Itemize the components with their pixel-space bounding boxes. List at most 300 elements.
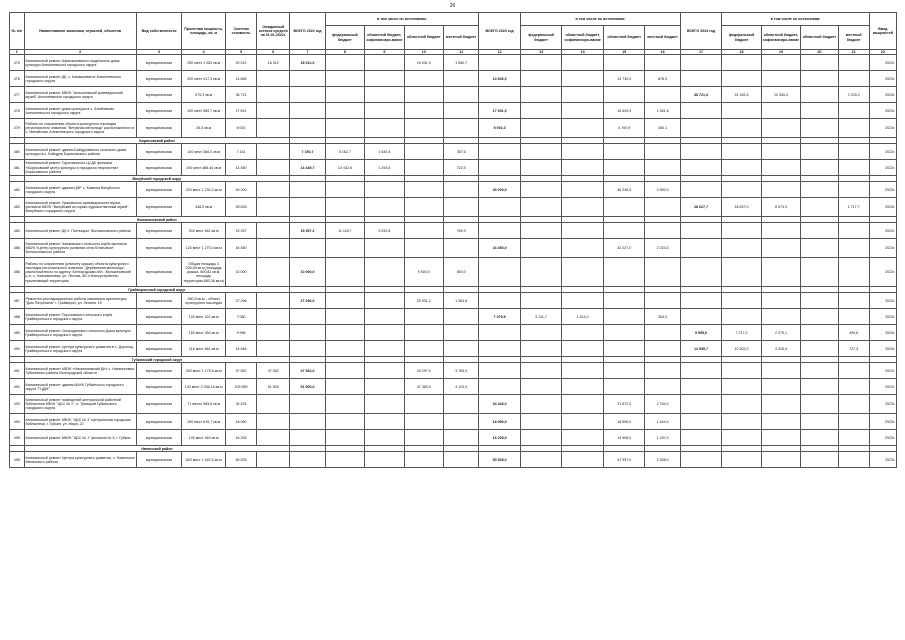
table-cell: муниципальная [136, 395, 182, 414]
column-header: Ожидаемый остаток средств на 01.01.2022г. [257, 13, 290, 50]
table-cell: муниципальная [136, 71, 182, 87]
table-cell: 482 [10, 182, 25, 198]
table-cell [404, 239, 443, 258]
column-number: 14 [562, 50, 604, 55]
table-cell [290, 119, 325, 138]
table-cell: 100 мест 366,0 кв.м [182, 144, 226, 160]
commissioning-year: 2022г. [869, 160, 896, 176]
table-cell: 150 мест 354 кв.м [182, 325, 226, 341]
table-row [10, 258, 897, 287]
table-cell [325, 119, 364, 138]
table-cell: 492 [10, 379, 25, 395]
table-cell [257, 309, 290, 325]
table-cell [722, 182, 761, 198]
table-cell: 36 721 [225, 87, 256, 103]
table-cell: 14 546 [225, 341, 256, 357]
table-cell: 250 мест 515,7 кв.м [182, 414, 226, 430]
table-cell [562, 239, 604, 258]
table-header [10, 13, 897, 55]
table-cell [444, 309, 479, 325]
table-cell [838, 395, 869, 414]
table-cell [680, 430, 722, 446]
table-cell [680, 258, 722, 287]
table-cell [680, 160, 722, 176]
table-cell: 44 450,0 [479, 239, 521, 258]
table-cell [801, 363, 838, 379]
table-cell: 13 730,0 [603, 71, 645, 87]
table-cell [562, 198, 604, 217]
table-cell: 31 672,0 [603, 395, 645, 414]
table-cell: муниципальная [136, 160, 182, 176]
table-cell: 769,9 [444, 223, 479, 239]
table-cell: 448,5 кв.м [182, 198, 226, 217]
table-cell: 46 248,0 [603, 182, 645, 198]
table-cell [838, 71, 869, 87]
table-cell: 200 мест 488,44 кв.м [182, 160, 226, 176]
table-cell [257, 452, 290, 468]
table-cell [444, 341, 479, 357]
column-number: 17 [680, 50, 722, 55]
table-cell [365, 395, 404, 414]
table-cell [680, 395, 722, 414]
table-cell [603, 87, 645, 103]
column-number: 18 [722, 50, 761, 55]
column-number: 8 [325, 50, 364, 55]
table-cell [761, 395, 800, 414]
table-cell: 2 952,0 [645, 182, 680, 198]
table-cell [838, 379, 869, 395]
table-cell: 9 996 [225, 325, 256, 341]
table-cell: 18 050 [225, 414, 256, 430]
table-cell [520, 71, 562, 87]
object-name: Ремонтно-реставрационные работы памятника архитектуры "Дом Патронина" г. Грайворон, ул. Ленина, 19 [24, 293, 136, 309]
table-cell: 47 062,0 [290, 363, 325, 379]
table-cell [520, 160, 562, 176]
table-cell: 28 628 [225, 198, 256, 217]
table-cell: муниципальная [136, 119, 182, 138]
table-cell [562, 341, 604, 357]
table-cell [645, 198, 680, 217]
table-cell [404, 325, 443, 341]
table-row [10, 198, 897, 217]
table-cell: 120 мест 1 270,0 кв.м [182, 239, 226, 258]
table-cell [257, 198, 290, 217]
column-number: 20 [801, 50, 838, 55]
table-cell [722, 55, 761, 71]
table-cell [801, 325, 838, 341]
table-cell: 16 205,0 [479, 430, 521, 446]
table-cell: 7 079,9 [479, 309, 521, 325]
table-cell [562, 363, 604, 379]
table-cell [603, 341, 645, 357]
table-cell [761, 144, 800, 160]
table-cell: 44 450 [225, 239, 256, 258]
table-cell [404, 87, 443, 103]
table-cell [444, 71, 479, 87]
table-row [10, 325, 897, 341]
column-header: Сметная стоимость [225, 13, 256, 50]
table-cell [444, 395, 479, 414]
table-cell [257, 395, 290, 414]
table-cell [404, 341, 443, 357]
table-cell: 16 205 [225, 430, 256, 446]
object-name: Капитальный ремонт помещений центральной районной библиотеки МБУК "ЦБС № 1", п. Троицкий Губкинского городского округа [24, 395, 136, 414]
table-cell [562, 395, 604, 414]
table-cell [838, 144, 869, 160]
table-cell [325, 103, 364, 119]
table-cell: 499,8 [838, 325, 869, 341]
table-cell [479, 55, 521, 71]
table-cell: 280,9 кв.м – объект культурного наследия [182, 293, 226, 309]
table-cell [365, 452, 404, 468]
table-cell [404, 309, 443, 325]
table-cell: 357,6 [444, 144, 479, 160]
table-cell [645, 160, 680, 176]
table-cell: 10 502,0 [722, 341, 761, 357]
table-cell [444, 182, 479, 198]
table-cell [479, 379, 521, 395]
table-cell [722, 71, 761, 87]
column-number: 1 [10, 50, 25, 55]
object-name: Капитальный ремонт ДК п. Пятницкое, Волоконовского района [24, 223, 136, 239]
table-cell [325, 55, 364, 71]
commissioning-year: 2022г. [869, 379, 896, 395]
table-cell [520, 414, 562, 430]
table-cell: 1 080,7 [444, 55, 479, 71]
table-cell: 105 590 [225, 379, 256, 395]
table-cell [680, 414, 722, 430]
table-cell: 50 525 [225, 452, 256, 468]
table-row [10, 309, 897, 325]
table-cell: 722,5 [444, 160, 479, 176]
table-cell [257, 71, 290, 87]
table-cell: 485 [10, 239, 25, 258]
table-cell: муниципальная [136, 239, 182, 258]
table-cell: 27 296,0 [290, 293, 325, 309]
table-cell [479, 363, 521, 379]
table-cell [257, 144, 290, 160]
column-header: № п/п [10, 13, 25, 50]
commissioning-year: 2022г. [869, 363, 896, 379]
section-title: Волоконовский район [24, 217, 290, 223]
column-header: ВСЕГО 2022 год [290, 13, 325, 50]
table-cell [801, 341, 838, 357]
table-cell [520, 293, 562, 309]
table-cell: 484 [10, 223, 25, 239]
table-cell [722, 430, 761, 446]
table-cell: 5 162,7 [325, 144, 364, 160]
table-cell: муниципальная [136, 363, 182, 379]
table-cell [520, 198, 562, 217]
source-header: федеральный бюджет [325, 26, 364, 50]
table-cell [325, 239, 364, 258]
table-cell: 1 614,2 [562, 309, 604, 325]
table-cell [257, 160, 290, 176]
table-cell [562, 160, 604, 176]
table-cell [801, 182, 838, 198]
table-cell [520, 103, 562, 119]
table-cell [801, 87, 838, 103]
table-cell [365, 325, 404, 341]
table-cell [404, 395, 443, 414]
object-name: Работы по сохранению (ремонту крыши) объекта культурного наследия регионального значения "Деревянная мельница", расположенного по адресу: Белгородская обл., Волоконовский р-н, с. Новоивановка, ул. Лесная, 6Б и благоустройство прилегающей территории [24, 258, 136, 287]
table-cell [603, 309, 645, 325]
table-cell [645, 363, 680, 379]
table-cell [404, 223, 443, 239]
table-cell [325, 363, 364, 379]
table-cell [257, 87, 290, 103]
table-cell [257, 239, 290, 258]
table-cell [404, 452, 443, 468]
table-cell: 9 500,0 [404, 258, 443, 287]
table-cell [325, 87, 364, 103]
table-cell [290, 182, 325, 198]
table-cell [838, 430, 869, 446]
table-cell [365, 239, 404, 258]
table-cell: 216 мест 661 кв.м [182, 341, 226, 357]
table-row [10, 395, 897, 414]
table-cell: 25 931,2 [404, 293, 443, 309]
table-cell [761, 293, 800, 309]
table-cell [325, 430, 364, 446]
column-number: 10 [404, 50, 443, 55]
section-title: Грайворонский городской округ [24, 287, 290, 293]
object-name: Капитальный ремонт ДК, с. Камышеватое Алексеевского городского округа [24, 71, 136, 87]
table-cell [444, 198, 479, 217]
table-cell: 200 мест 662 кв.м [182, 223, 226, 239]
table-cell: 200 мест 1 230,2 кв.м [182, 182, 226, 198]
table-cell: 49 200,0 [479, 182, 521, 198]
table-cell [680, 55, 722, 71]
column-number: 2 [24, 50, 136, 55]
table-cell: 600 мест 1 443,5 кв.м [182, 452, 226, 468]
source-header: областной бюджет [404, 26, 443, 50]
table-cell: 876,0 [645, 71, 680, 87]
commissioning-year: 2022г. [869, 258, 896, 287]
column-number: 4 [182, 50, 226, 55]
source-header: местный бюджет [645, 26, 680, 50]
object-name: Капитальный ремонт Центра культурного развития, с. Новенькое Ивнянского района [24, 452, 136, 468]
commissioning-year: 2024г. [869, 325, 896, 341]
table-cell [680, 103, 722, 119]
column-number: 6 [257, 50, 290, 55]
table-cell [257, 293, 290, 309]
commissioning-year: 2022г. [869, 293, 896, 309]
table-cell [365, 71, 404, 87]
table-cell: 51 500 [257, 379, 290, 395]
commissioning-year: 2022г. [869, 55, 896, 71]
table-cell [722, 223, 761, 239]
table-cell: Общая площадь 3 025,08 кв.м (площадь крыши- 600,82 кв.м, площадь территории-883,36 кв.м) [182, 258, 226, 287]
column-header: ВСЕГО 2023 год [479, 13, 521, 50]
table-row [10, 119, 897, 138]
table-cell [520, 325, 562, 341]
table-cell: муниципальная [136, 293, 182, 309]
table-cell [562, 223, 604, 239]
table-cell [603, 160, 645, 176]
table-cell [645, 258, 680, 287]
table-cell: 500,0 [444, 258, 479, 287]
table-cell [290, 414, 325, 430]
table-cell [562, 293, 604, 309]
table-cell: 14 449,7 [290, 160, 325, 176]
table-cell [603, 293, 645, 309]
column-number: 22 [869, 50, 896, 55]
table-cell: 5 111,7 [520, 309, 562, 325]
table-cell: муниципальная [136, 309, 182, 325]
table-cell [325, 258, 364, 287]
table-cell [722, 103, 761, 119]
table-cell: 2 754,0 [645, 395, 680, 414]
table-cell: 3 316,4 [761, 341, 800, 357]
table-cell: 17 691,0 [479, 103, 521, 119]
table-cell: 2 223,0 [645, 239, 680, 258]
table-cell [365, 119, 404, 138]
table-cell: 493 [10, 395, 25, 414]
table-cell [365, 258, 404, 287]
table-cell [444, 430, 479, 446]
column-number: 19 [761, 50, 800, 55]
table-cell [290, 71, 325, 87]
table-cell [801, 258, 838, 287]
table-cell [325, 395, 364, 414]
table-cell [722, 414, 761, 430]
object-name: Капитальный ремонт здания Байцуровского сельского дома культуры в с. Байцуры Борисовского района [24, 144, 136, 160]
table-cell: 42 227,0 [603, 239, 645, 258]
table-cell: 18 837,0 [722, 198, 761, 217]
table-cell: 47 380,0 [404, 379, 443, 395]
table-cell: 5 001 [225, 119, 256, 138]
object-name: Капитальный ремонт Центра культурного развития в с. Дорогощ Грайворонского городского округа [24, 341, 136, 357]
table-cell [520, 119, 562, 138]
table-cell [404, 144, 443, 160]
table-cell: 3 510,6 [365, 223, 404, 239]
column-header: Ввод мощностей [869, 13, 896, 50]
table-cell: муниципальная [136, 430, 182, 446]
table-cell: 11 118,7 [325, 223, 364, 239]
table-cell [645, 341, 680, 357]
table-cell: 10 000,0 [290, 258, 325, 287]
table-cell [562, 414, 604, 430]
table-cell [520, 452, 562, 468]
commissioning-year: 2023г. [869, 452, 896, 468]
table-cell [257, 258, 290, 287]
table-cell [838, 160, 869, 176]
table-cell [645, 87, 680, 103]
table-cell [645, 325, 680, 341]
table-cell: 24 162,6 [722, 87, 761, 103]
table-cell [722, 293, 761, 309]
table-cell: 300 мест 1 175,5 кв.м [182, 363, 226, 379]
table-cell: 18 050,0 [479, 414, 521, 430]
table-row [10, 363, 897, 379]
table-cell [761, 363, 800, 379]
table-cell [645, 223, 680, 239]
table-cell [404, 103, 443, 119]
object-name: Капитальный ремонт МБУК "ЦБС № 3" центральная городская библиотека, г. Губкин, ул. Мира, 22 [24, 414, 136, 430]
table-cell [801, 309, 838, 325]
table-body [10, 55, 897, 468]
commissioning-year: 2024г. [869, 198, 896, 217]
table-cell [404, 119, 443, 138]
table-cell [603, 325, 645, 341]
table-cell [680, 239, 722, 258]
object-name: Капитальный ремонт Чапаевского сельского клуба филиала МБУК «Центр культурного развития села Ютановка» Волоконовского района [24, 239, 136, 258]
table-cell [801, 430, 838, 446]
table-cell: муниципальная [136, 103, 182, 119]
table-cell [680, 363, 722, 379]
table-row [10, 379, 897, 395]
table-cell [325, 293, 364, 309]
table-cell: 727,3 [838, 341, 869, 357]
table-cell [404, 182, 443, 198]
column-number: 21 [838, 50, 869, 55]
object-name: Капитальный ремонт МБУК "ЦБС № 1" филиала № 5, г. Губкин [24, 430, 136, 446]
table-cell [722, 144, 761, 160]
table-cell: 10 432,6 [325, 160, 364, 176]
table-cell [365, 430, 404, 446]
table-cell [722, 363, 761, 379]
table-cell [290, 325, 325, 341]
table-cell: муниципальная [136, 414, 182, 430]
table-row [10, 223, 897, 239]
commissioning-year: 2023г. [869, 309, 896, 325]
table-cell [325, 452, 364, 468]
table-cell [404, 71, 443, 87]
table-cell: 5 001,0 [479, 119, 521, 138]
table-cell: муниципальная [136, 341, 182, 357]
section-title: Борисовский район [24, 138, 290, 144]
table-cell: 15 397 [225, 223, 256, 239]
table-cell: 26,5 кв.м [182, 119, 226, 138]
table-cell [562, 119, 604, 138]
table-cell: 14 450 [225, 160, 256, 176]
table-cell [838, 452, 869, 468]
column-group-header: в том числе по источникам: [722, 13, 869, 26]
section-title: Губкинский городской округ [24, 357, 290, 363]
table-cell [444, 239, 479, 258]
table-cell: 481 [10, 160, 25, 176]
table-cell: 8 073,0 [761, 198, 800, 217]
table-cell: 489 [10, 325, 25, 341]
table-cell [761, 71, 800, 87]
table-cell: 51 500,0 [290, 379, 325, 395]
column-number: 13 [520, 50, 562, 55]
table-row [10, 160, 897, 176]
column-header: Вид собственности [136, 13, 182, 50]
table-cell: муниципальная [136, 144, 182, 160]
column-group-header: в том числе по источникам: [325, 13, 479, 26]
table-cell [838, 363, 869, 379]
table-cell: муниципальная [136, 55, 182, 71]
table-row [10, 103, 897, 119]
source-header: федеральный бюджет [520, 26, 562, 50]
table-cell [801, 55, 838, 71]
table-cell [290, 452, 325, 468]
source-header: областной бюджет, софинансиро-вание [365, 26, 404, 50]
table-cell [801, 198, 838, 217]
table-cell: 49 200 [225, 182, 256, 198]
table-cell [444, 325, 479, 341]
table-cell [680, 309, 722, 325]
table-cell: 200 мест 417,3 кв.м [182, 71, 226, 87]
column-number: 15 [603, 50, 645, 55]
source-header: областной бюджет, софинансиро-вание [761, 26, 800, 50]
column-number: 7 [290, 50, 325, 55]
table-cell [365, 341, 404, 357]
table-cell [838, 293, 869, 309]
table-cell: 130 мест 2 036,18 кв.м [182, 379, 226, 395]
